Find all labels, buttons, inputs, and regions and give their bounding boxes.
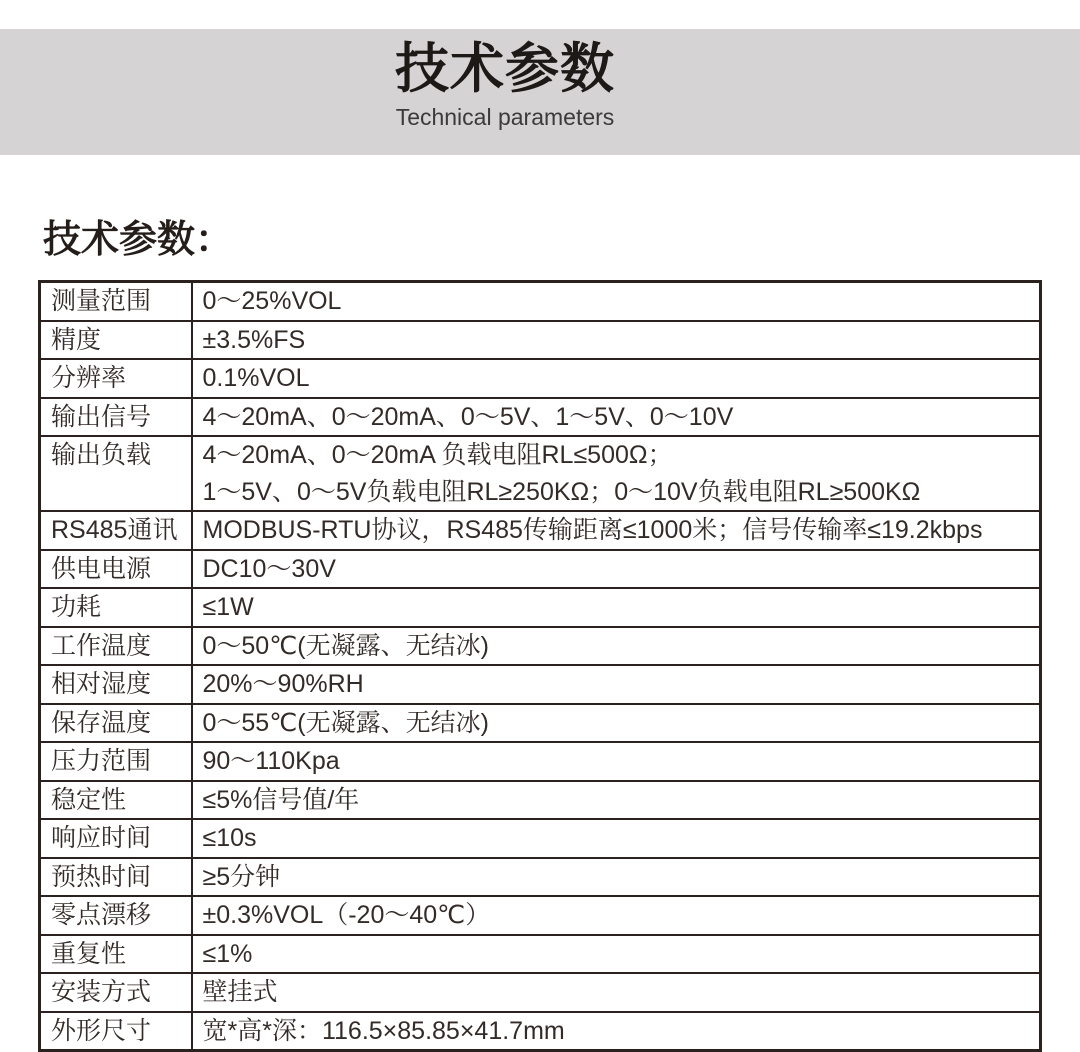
param-value-line1: 壁挂式 — [202, 978, 278, 1006]
table-row — [40, 511, 1041, 550]
table-row — [40, 1012, 1041, 1051]
param-label: 保存温度 — [40, 704, 192, 743]
param-value-line1: ≥5分钟 — [202, 862, 281, 891]
param-value-line1: ≤5%信号值/年 — [202, 785, 360, 814]
table-row — [40, 896, 1041, 935]
param-value-line1: DC10～30V — [202, 554, 336, 583]
param-value — [192, 321, 1041, 360]
param-label: 安装方式 — [40, 973, 192, 1012]
param-value — [192, 858, 1041, 897]
param-value-line1: 宽*高*深：116.5×85.85×41.7mm — [202, 1016, 565, 1045]
parameters-table — [38, 280, 1042, 1052]
param-value — [192, 588, 1041, 627]
param-label: 输出信号 — [40, 398, 192, 437]
parameters-table-body — [40, 282, 1041, 1051]
param-value — [192, 282, 1041, 321]
table-row — [40, 819, 1041, 858]
param-value-line1: 0.1%VOL — [202, 364, 310, 392]
param-label: 零点漂移 — [40, 896, 192, 935]
param-value — [192, 398, 1041, 437]
param-value — [192, 742, 1041, 781]
param-value — [192, 704, 1041, 743]
param-value — [192, 627, 1041, 666]
param-value — [192, 359, 1041, 398]
param-value-line1: 0～55℃(无凝露、无结冰) — [202, 708, 489, 737]
banner-title: 技术参数 — [395, 39, 615, 99]
banner-subtitle: Technical parameters — [395, 104, 615, 130]
param-label: 压力范围 — [40, 742, 192, 781]
param-label: 工作温度 — [40, 627, 192, 666]
param-label: 预热时间 — [40, 858, 192, 897]
param-value-line1: 4～20mA、0～20mA、0～5V、1～5V、0～10V — [202, 402, 734, 431]
table-row — [40, 588, 1041, 627]
table-row — [40, 665, 1041, 704]
param-value-line1: MODBUS-RTU协议，RS485传输距离≤1000米；信号传输率≤19.2kbps — [202, 516, 983, 544]
table-row — [40, 704, 1041, 743]
param-label: 重复性 — [40, 935, 192, 974]
param-value-line1: ≤1W — [202, 593, 254, 621]
banner-inner — [0, 29, 1080, 132]
param-label: 功耗 — [40, 588, 192, 627]
table-row — [40, 359, 1041, 398]
param-value-line1: ≤1% — [202, 939, 253, 968]
table-row — [40, 282, 1041, 321]
table-row — [40, 550, 1041, 589]
table-row — [40, 627, 1041, 666]
param-label: 分辨率 — [40, 359, 192, 398]
table-row — [40, 935, 1041, 974]
param-value-line1: 20%～90%RH — [202, 670, 364, 698]
param-value — [192, 973, 1041, 1012]
param-value-line1: 4～20mA、0～20mA 负载电阻RL≤500Ω； — [202, 441, 673, 469]
param-value-line1: 90～110Kpa — [202, 747, 340, 775]
banner — [0, 29, 1080, 155]
param-label: 响应时间 — [40, 819, 192, 858]
table-row — [40, 858, 1041, 897]
param-label: 输出负载 — [40, 436, 192, 511]
table-row — [40, 742, 1041, 781]
param-value — [192, 550, 1041, 589]
param-label: 相对湿度 — [40, 665, 192, 704]
param-value-line2: 1～5V、0～5V负载电阻RL≥250KΩ；0～10V负载电阻RL≥500KΩ — [202, 477, 921, 506]
table-row — [40, 436, 1041, 511]
param-label: RS485通讯 — [40, 511, 192, 550]
table-row — [40, 321, 1041, 360]
param-value — [192, 781, 1041, 820]
param-value-line1: ±3.5%FS — [202, 325, 306, 354]
param-value — [192, 665, 1041, 704]
param-label: 测量范围 — [40, 282, 192, 321]
param-value-line1: ±0.3%VOL（-20～40℃） — [202, 901, 491, 929]
param-value — [192, 511, 1041, 550]
param-value-line1: 0～25%VOL — [202, 287, 342, 315]
param-value-line1: ≤10s — [202, 824, 257, 852]
section-heading: 技术参数： — [43, 219, 234, 261]
param-value — [192, 896, 1041, 935]
param-value — [192, 819, 1041, 858]
param-value — [192, 935, 1041, 974]
table-row — [40, 973, 1041, 1012]
table-row — [40, 781, 1041, 820]
param-value — [192, 1012, 1041, 1051]
param-label: 供电电源 — [40, 550, 192, 589]
table-row — [40, 398, 1041, 437]
param-label: 外形尺寸 — [40, 1012, 192, 1051]
param-value — [192, 436, 1041, 511]
param-label: 精度 — [40, 321, 192, 360]
param-label: 稳定性 — [40, 781, 192, 820]
param-value-line1: 0～50℃(无凝露、无结冰) — [202, 631, 489, 660]
